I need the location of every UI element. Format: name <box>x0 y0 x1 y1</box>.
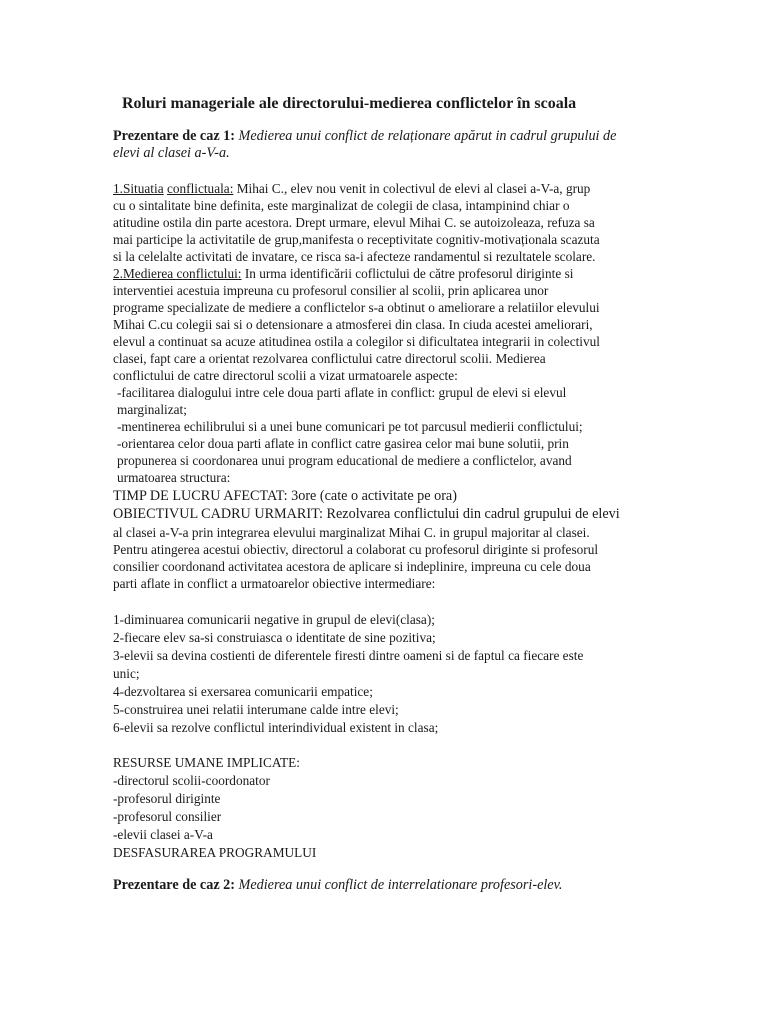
resurse-item: -directorul scolii-coordonator <box>113 773 270 788</box>
obiectiv-line: al clasei a-V-a prin integrarea elevului marginalizat Mihai C. in grupul majoritar al clasei. <box>113 525 590 540</box>
paragraph-line: interventiei acestuia impreuna cu profesorul consilier al scolii, prin aplicarea unor <box>113 283 549 298</box>
resurse-item: -elevii clasei a-V-a <box>113 827 213 842</box>
bullet-line: urmatoarea structura: <box>117 470 231 485</box>
desfasurare-heading: DESFASURAREA PROGRAMULUI <box>113 845 317 860</box>
document-title: Roluri manageriale ale directorului-medierea conflictelor în scoala <box>122 95 577 112</box>
paragraph-line: mai participe la activitatile de grup,manifesta o receptivitate cognitiv-motivaționala scazuta <box>113 232 600 247</box>
bullet-line: marginalizat; <box>117 402 187 417</box>
timp-line: TIMP DE LUCRU AFECTAT: 3ore (cate o activitate pe ora) <box>113 488 457 504</box>
case2-text: Medierea unui conflict de interrelationare profesori-elev. <box>238 877 563 893</box>
obiectiv-line: consilier coordonand activitatea acestora de aplicare si indeplinire, impreuna cu cele doua <box>113 559 591 574</box>
objective-item: 2-fiecare elev sa-si construiasca o identitate de sine pozitiva; <box>113 630 436 645</box>
case1-line-1: Prezentare de caz 1: Medierea unui conflict de relaționare apărut in cadrul grupului de <box>113 128 617 144</box>
objective-item: 4-dezvoltarea si exersarea comunicarii empatice; <box>113 684 373 699</box>
objective-item: 6-elevii sa rezolve conflictul interindividual existent in clasa; <box>113 720 439 735</box>
paragraph-line: atitudine ostila din parte acestora. Drept urmare, elevul Mihai C. se autoizoleaza, refuza sa <box>113 215 595 230</box>
paragraph-line: clasei, fapt care a orientat rezolvarea conflictului catre directorul scolii. Medierea <box>113 351 546 366</box>
obiectiv-line: Pentru atingerea acestui obiectiv, directorul a colaborat cu profesorul diriginte si profesorul <box>113 542 599 557</box>
objective-item: 3-elevii sa devina costienti de diferentele firesti dintre oameni si de faptul ca fiecare este <box>113 648 584 663</box>
case1-label: Prezentare de caz 1 <box>113 128 231 144</box>
resurse-heading: RESURSE UMANE IMPLICATE: <box>113 755 300 770</box>
case1-text-2: elevi al clasei a-V-a. <box>113 145 230 161</box>
paragraph-line: Mihai C.cu colegii sai si o detensionare a atmosferei din clasa. In ciuda acestei ameliorari, <box>113 317 593 332</box>
paragraph-line: cu o sintalitate bine definita, este marginalizat de colegii de clasa, intampinind chiar o <box>113 198 570 213</box>
bullet-line: propunerea si coordonarea unui program educational de mediere a conflictelor, avand <box>117 453 572 468</box>
section1-lead-2: conflictuala: <box>166 181 234 196</box>
bullet-line: -facilitarea dialogului intre cele doua parti aflate in conflict: grupul de elevi si elevul <box>117 385 567 400</box>
section1-line-1: 1.Situatia conflictuala: Mihai C., elev nou venit in colectivul de elevi al clasei a-V-a, grup <box>113 181 591 196</box>
case2-line <box>113 877 562 894</box>
paragraph-line: elevul a continuat sa acuze atitudinea ostila a colegilor si dificultatea integrarii in colectivul <box>113 334 600 349</box>
objective-item: 1-diminuarea comunicarii negative in grupul de elevi(clasa); <box>113 612 435 627</box>
objective-item: unic; <box>113 666 140 681</box>
obiectiv-line: parti aflate in conflict a urmatoarelor obiective intermediare: <box>113 576 436 591</box>
paragraph-line: si la celelalte activitati de invatare, ce risca sa-i afecteze randamentul si rezultatele scolare. <box>113 249 596 264</box>
paragraph-line: programe specializate de mediere a conflictelor s-a obtinut o ameliorare a relatiilor elevului <box>113 300 600 315</box>
bullet-line: -orientarea celor doua parti aflate in conflict catre gasirea celor mai bune solutii, prin <box>117 436 569 451</box>
paragraph-line: conflictului de catre directorul scolii a vizat urmatoarele aspecte: <box>113 368 458 383</box>
objective-item: 5-construirea unei relatii interumane calde intre elevi; <box>113 702 399 717</box>
section2-line-1: 2.Medierea conflictului: In urma identificării coflictului de către profesorul diriginte si <box>113 266 574 281</box>
bullet-line: -mentinerea echilibrului si a unei bune comunicari pe tot parcusul medierii conflictului; <box>117 419 583 434</box>
case2-label: Prezentare de caz 2: <box>113 877 235 893</box>
case1-text-1: Medierea unui conflict de relaționare apărut in cadrul grupului de <box>238 128 617 144</box>
section2-lead: 2.Medierea conflictului: <box>113 266 242 281</box>
section1-lead: 1.Situatia <box>113 181 164 196</box>
resurse-item: -profesorul diriginte <box>113 791 221 806</box>
obiectiv-line: OBIECTIVUL CADRU URMARIT: Rezolvarea conflictului din cadrul grupului de elevi <box>113 506 620 522</box>
resurse-item: -profesorul consilier <box>113 809 222 824</box>
